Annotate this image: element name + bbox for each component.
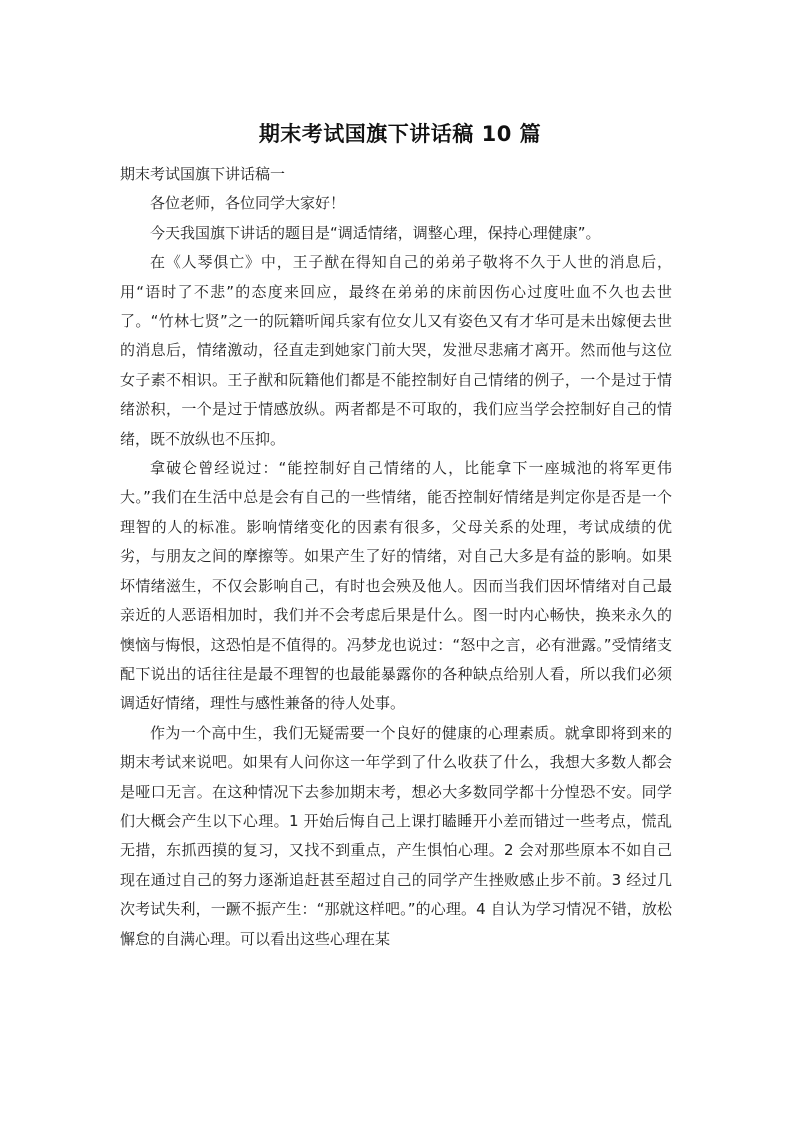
paragraph-body: 作为一个高中生，我们无疑需要一个良好的健康的心理素质。就拿即将到来的期末考试来说吧。如果有人问你这一年学到了什么收获了什么，我想大多数人都会是哑口无言。在这种情况下去参加期末考，想必大多数同学都十分惶恐不安。同学们大概会产生以下心理。1 开始后悔自己上课打瞌睡开小差而错过一些考点，慌乱无措，东抓西摸的复习，又找不到重点，产生惧怕心理。2 会对那些原本不如自己现在通过自己的努力逐渐追赶甚至超过自己的同学产生挫败感止步不前。3 经过几次考试失利，一蹶不振产生：“那就这样吧。”的心理。4 自认为学习情况不错，放松懈怠的自满心理。可以看出这些心理在某 bbox=[120, 723, 672, 948]
paragraph-greeting: 各位老师，各位同学大家好！ bbox=[150, 194, 346, 213]
paragraph-body: 在《人琴俱亡》中，王子猷在得知自己的弟弟子敬将不久于人世的消息后，用“语时了不悲”的态度来回应，最终在弟弟的床前因伤心过度吐血不久也去世了。“竹林七贤”之一的阮籍听闻兵家有位女儿又有姿色又有才华可是未出嫁便去世的消息后，情绪激动，径直走到她家门前大哭，发泄尽悲痛才离开。然而他与这位女子素不相识。王子猷和阮籍他们都是不能控制好自己情绪的例子，一个是过于情绪淤积，一个是过于情感放纵。两者都是不可取的，我们应当学会控制好自己的情绪，既不放纵也不压抑。 bbox=[120, 253, 672, 448]
paragraph-topic: 今天我国旗下讲话的题目是“调适情绪，调整心理，保持心理健康”。 bbox=[150, 223, 601, 242]
section-heading: 期末考试国旗下讲话稿一 bbox=[120, 165, 286, 183]
paragraph-body: 拿破仑曾经说过：“能控制好自己情绪的人，比能拿下一座城池的将军更伟大。”我们在生活中总是会有自己的一些情绪，能否控制好情绪是判定你是否是一个理智的人的标准。影响情绪变化的因素有很多，父母关系的处理，考试成绩的优劣，与朋友之间的摩擦等。如果产生了好的情绪，对自己大多是有益的影响。如果坏情绪滋生，不仅会影响自己，有时也会殃及他人。因而当我们因坏情绪对自己最亲近的人恶语相加时，我们并不会考虑后果是什么。图一时内心畅快，换来永久的懊恼与悔恨，这恐怕是不值得的。冯梦龙也说过：“怒中之言，必有泄露。”受情绪支配下说出的话往往是最不理智的也最能暴露你的各种缺点给别人看，所以我们必须调适好情绪，理性与感性兼备的待人处事。 bbox=[120, 459, 672, 713]
document-title: 期末考试国旗下讲话稿 10 篇 bbox=[258, 122, 542, 146]
document-body bbox=[120, 160, 672, 954]
